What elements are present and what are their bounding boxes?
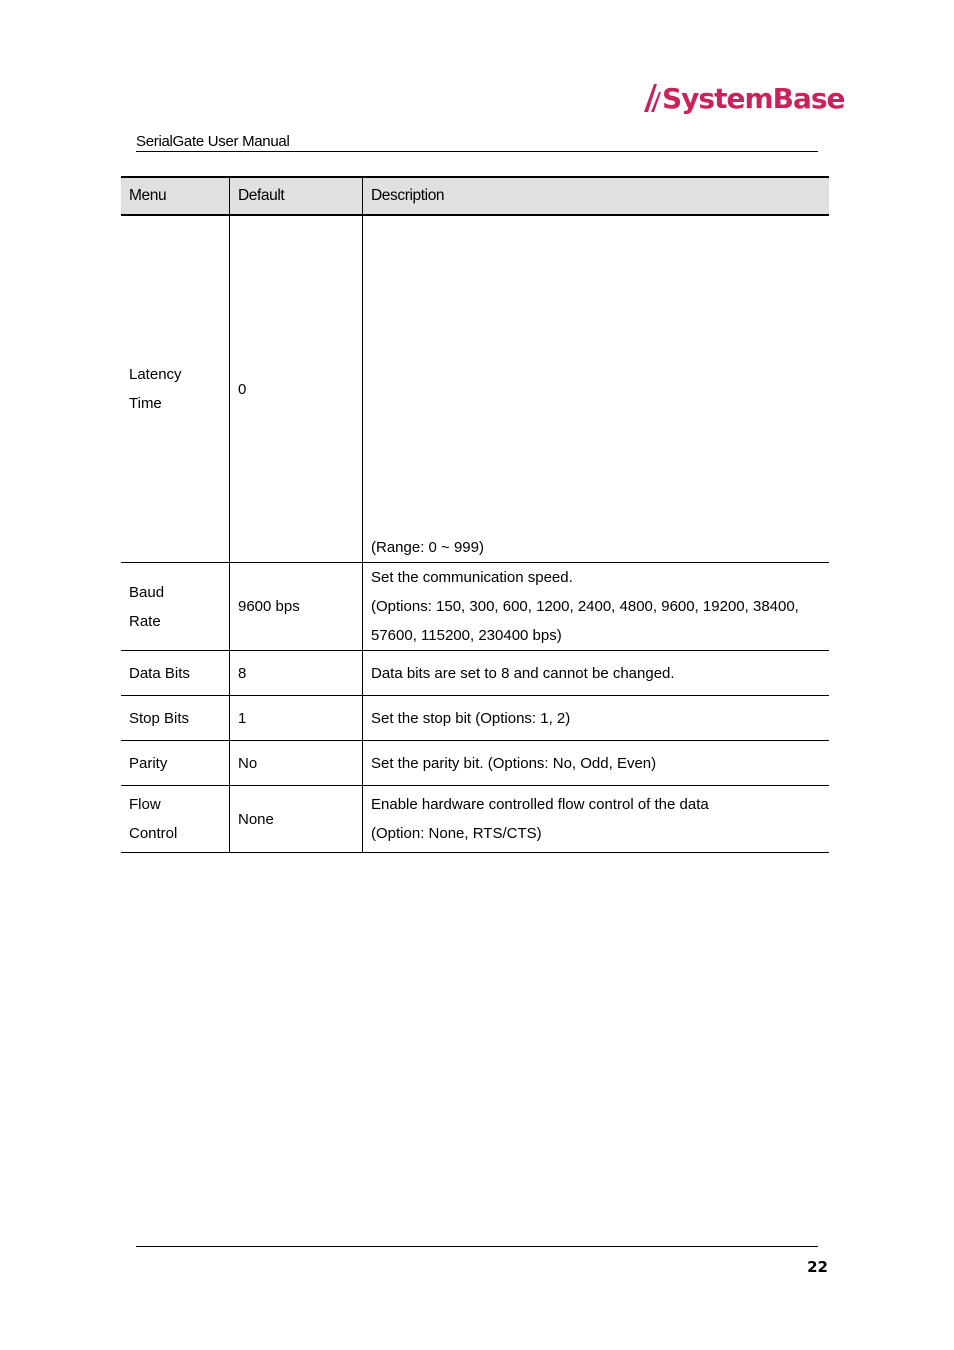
table-row — [121, 215, 829, 563]
description-cell — [363, 563, 830, 651]
default-cell: 9600 bps — [230, 563, 363, 651]
column-header-default: Default — [230, 177, 363, 215]
menu-text: Rate — [129, 612, 161, 630]
menu-cell — [121, 563, 230, 651]
description-cell: Set the parity bit. (Options: No, Odd, Even) — [363, 741, 830, 786]
description-cell — [363, 215, 830, 563]
table-row — [121, 786, 829, 853]
column-header-description: Description — [363, 177, 830, 215]
table-header-row — [121, 177, 829, 215]
menu-cell: Data Bits — [121, 651, 230, 696]
table-row — [121, 651, 829, 696]
menu-cell: Parity — [121, 741, 230, 786]
settings-table — [121, 176, 829, 853]
table-row — [121, 741, 829, 786]
description-cell: Set the stop bit (Options: 1, 2) — [363, 696, 830, 741]
header-rule — [136, 151, 818, 152]
table-row — [121, 696, 829, 741]
description-text: Enable hardware controlled flow control of the data — [371, 796, 709, 813]
manual-title: SerialGate User Manual — [136, 133, 290, 150]
default-cell: No — [230, 741, 363, 786]
description-text: 57600, 115200, 230400 bps) — [371, 627, 562, 644]
column-header-menu: Menu — [121, 177, 230, 215]
description-text: (Range: 0 ~ 999) — [371, 539, 484, 556]
menu-text: Control — [129, 825, 178, 842]
description-cell — [363, 786, 830, 853]
menu-cell: Stop Bits — [121, 696, 230, 741]
default-cell: 8 — [230, 651, 363, 696]
table-row — [121, 563, 829, 651]
default-cell: 1 — [230, 696, 363, 741]
description-cell: Data bits are set to 8 and cannot be changed. — [363, 651, 830, 696]
menu-text: Time — [129, 395, 162, 412]
logo-text: SystemBase — [662, 82, 845, 115]
menu-text: Flow — [129, 796, 161, 813]
menu-cell — [121, 786, 230, 853]
systembase-logo — [640, 78, 845, 122]
description-text: (Option: None, RTS/CTS) — [371, 825, 542, 842]
description-text: (Options: 150, 300, 600, 1200, 2400, 4800, 9600, 19200, 38400, — [371, 598, 799, 615]
default-cell: None — [230, 786, 363, 853]
menu-text: Baud — [129, 583, 165, 601]
menu-cell — [121, 215, 230, 563]
footer-rule — [136, 1246, 818, 1247]
default-cell: 0 — [230, 215, 363, 563]
page-number: 22 — [807, 1258, 828, 1276]
description-text: Set the communication speed. — [371, 569, 573, 586]
menu-text: Latency — [129, 366, 182, 383]
